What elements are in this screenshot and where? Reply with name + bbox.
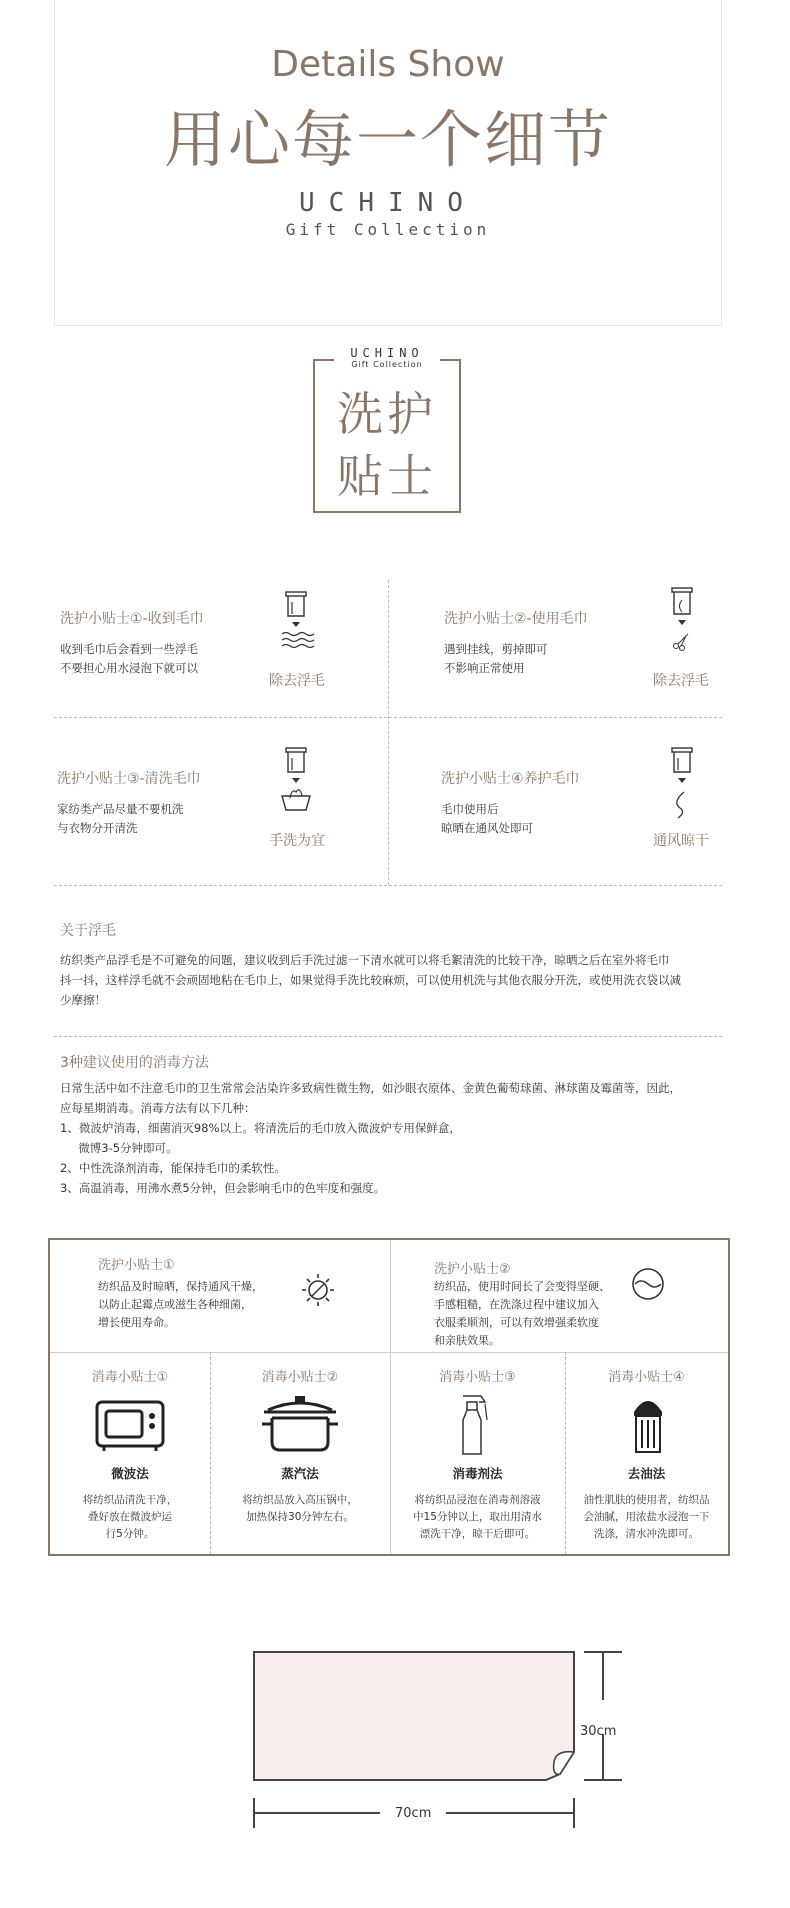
- header-title-en: Details Show: [271, 44, 505, 85]
- disinfect-tip-3-line: 漂洗干净，晾干后即可。: [419, 1528, 536, 1540]
- tip-2-body-line1: 遇到挂线，剪掉即可: [444, 642, 548, 656]
- care-tip-2-line: 纺织品，使用时间长了会变得坚硬、: [434, 1280, 610, 1293]
- tip-1-caption: 除去浮毛: [269, 673, 325, 689]
- tip-3-body-line2: 与衣物分开清洗: [57, 821, 138, 835]
- header-card: [54, 0, 722, 326]
- tip-1-body-line1: 收到毛巾后会看到一些浮毛: [60, 642, 198, 656]
- disinfect-tip-4-line: 会油腻，用浓盐水浸泡一下: [583, 1511, 710, 1523]
- disinfect-tip-1-title: 消毒小贴士①: [91, 1370, 169, 1385]
- brand-logo: UCHINO: [299, 188, 477, 218]
- grid-divider-middle: [54, 717, 722, 718]
- tip-2-title: 洗护小贴士②-使用毛巾: [444, 611, 588, 627]
- microwave-icon: [94, 1398, 166, 1454]
- tip-4-title: 洗护小贴士④养护毛巾: [441, 771, 580, 787]
- disinfect-tip-2-line: 将纺织品放入高压锅中，: [242, 1494, 358, 1506]
- disinfect-tip-2-name: 蒸汽法: [281, 1466, 319, 1481]
- frame-heading-line2: 贴士: [337, 449, 437, 503]
- about-line: 抖一抖，这样浮毛就不会顽固地粘在毛巾上，如果觉得手洗比较麻烦，可以使用机洗与其他衣服分开洗，或使用洗衣袋以减: [60, 973, 681, 987]
- disinfect-tip-1-name: 微波法: [111, 1466, 149, 1481]
- towel-hang-icon: [662, 746, 702, 822]
- disinfect-tip-1-body: [50, 1492, 210, 1543]
- methods-title: 3种建议使用的消毒方法: [60, 1055, 209, 1071]
- disinfect-tip-1-line: 叠好放在微波炉运: [88, 1511, 172, 1523]
- about-paragraph: [60, 950, 740, 1010]
- methods-line: 应每星期消毒。消毒方法有以下几种：: [60, 1101, 256, 1115]
- frame-brand-sub: Gift Collection: [351, 360, 423, 369]
- tip-3-body-line1: 家纺类产品尽量不要机洗: [57, 802, 184, 816]
- tip-2-body-line2: 不影响正常使用: [444, 661, 525, 675]
- disinfect-tip-3-title: 消毒小贴士③: [439, 1370, 516, 1385]
- about-title: 关于浮毛: [60, 923, 116, 939]
- care-tip-1-body: [98, 1278, 263, 1332]
- disinfect-tip-4-name: 去油法: [627, 1466, 666, 1481]
- tip-3-caption: 手洗为宜: [269, 833, 325, 849]
- brand-subtitle: Gift Collection: [285, 220, 491, 239]
- care-tip-2-body: [434, 1278, 610, 1350]
- care-tip-2-title: 洗护小贴士②: [434, 1262, 511, 1277]
- methods-line: 3、高温消毒，用沸水煮5分钟，但会影响毛巾的色牢度和强度。: [60, 1181, 386, 1195]
- methods-paragraph: [60, 1078, 740, 1198]
- sun-icon: [300, 1272, 336, 1308]
- disinfect-tip-3-body: [390, 1492, 565, 1543]
- tip-1-title: 洗护小贴士①-收到毛巾: [60, 611, 204, 627]
- care-tip-2-line: 手感粗糙，在洗涤过程中建议加入: [434, 1298, 599, 1311]
- care-tip-1-line: 以防止起霉点或滋生各种细菌，: [98, 1298, 252, 1311]
- care-tip-2-line: 和亲肤效果。: [434, 1334, 500, 1347]
- towel-waves-icon: [276, 590, 316, 654]
- disinfect-tip-4-line: 油性肌肤的使用者，纺织品: [583, 1494, 710, 1506]
- disinfect-tip-3-name: 消毒剂法: [452, 1466, 503, 1481]
- header-title-zh: 用心每一个细节: [163, 103, 612, 176]
- softener-icon: [630, 1266, 666, 1302]
- towel-size-diagram: [240, 1648, 640, 1868]
- tip-2-caption: 除去浮毛: [653, 673, 709, 689]
- tip-4-caption: 通风晾干: [653, 833, 709, 849]
- grid-divider-bottom: [54, 885, 722, 886]
- care-box-divider: [50, 1352, 728, 1353]
- disinfect-tip-4-line: 洗涤，清水冲洗即可。: [594, 1528, 699, 1540]
- frame-heading-line1: 洗护: [337, 387, 437, 441]
- care-box: [48, 1238, 730, 1556]
- care-tip-1-line: 纺织品及时晾晒，保持通风干燥，: [98, 1280, 263, 1293]
- grid-divider-vertical: [388, 580, 389, 885]
- care-tip-1-title: 洗护小贴士①: [98, 1258, 175, 1273]
- methods-line: 日常生活中如不注意毛巾的卫生常常会沾染许多致病性微生物，如沙眼衣原体、金黄色葡萄球菌、淋球菌及霉菌等，因此，: [60, 1081, 681, 1095]
- care-tip-2-line: 衣服柔顺剂，可以有效增强柔软度: [434, 1316, 599, 1329]
- disinfect-tip-3-line: 中15分钟以上，取出用清水: [413, 1511, 542, 1523]
- tip-4-body-line2: 晾晒在通风处即可: [441, 821, 533, 835]
- frame-brand: UCHINO: [350, 346, 424, 360]
- about-divider: [54, 1036, 722, 1037]
- about-line: 少摩擦！: [60, 993, 106, 1007]
- spray-bottle-icon: [455, 1390, 499, 1458]
- disinfect-tip-2-title: 消毒小贴士②: [261, 1370, 339, 1385]
- size-width-label: 70cm: [395, 1806, 432, 1821]
- disinfect-tip-2-line: 加热保持30分钟左右。: [246, 1511, 354, 1523]
- disinfect-tip-4-body: [565, 1492, 728, 1543]
- towel-handwash-icon: [276, 746, 316, 818]
- tip-1-body-line2: 不要担心用水浸泡下就可以: [60, 661, 198, 675]
- about-line: 纺织类产品浮毛是不可避免的问题，建议收到后手洗过滤一下清水就可以将毛絮清洗的比较干净，晾晒之后在室外将毛巾: [60, 953, 670, 967]
- disinfect-tip-1-line: 将纺织品清洗干净，: [82, 1494, 178, 1506]
- size-height-label: 30cm: [580, 1724, 617, 1739]
- disinfect-tip-1-line: 行5分钟。: [105, 1528, 155, 1540]
- care-tips-heading: [312, 346, 462, 514]
- disinfect-tip-2-body: [210, 1492, 390, 1526]
- methods-line: 微博3-5分钟即可。: [60, 1141, 178, 1155]
- disinfect-tip-4-title: 消毒小贴士④: [608, 1370, 685, 1385]
- salt-shaker-icon: [628, 1392, 668, 1456]
- care-tip-1-line: 增长使用寿命。: [98, 1316, 175, 1329]
- pot-icon: [260, 1394, 340, 1454]
- tip-4-body-line1: 毛巾使用后: [441, 802, 499, 816]
- methods-line: 1、微波炉消毒，细菌消灭98%以上。将清洗后的毛巾放入微波炉专用保鲜盒，: [60, 1121, 461, 1135]
- methods-line: 2、中性洗涤剂消毒，能保持毛巾的柔软性。: [60, 1161, 286, 1175]
- tip-3-title: 洗护小贴士③-清洗毛巾: [57, 771, 201, 787]
- disinfect-tip-3-line: 将纺织品浸泡在消毒剂溶液: [414, 1494, 541, 1506]
- towel-scissors-icon: [662, 586, 702, 654]
